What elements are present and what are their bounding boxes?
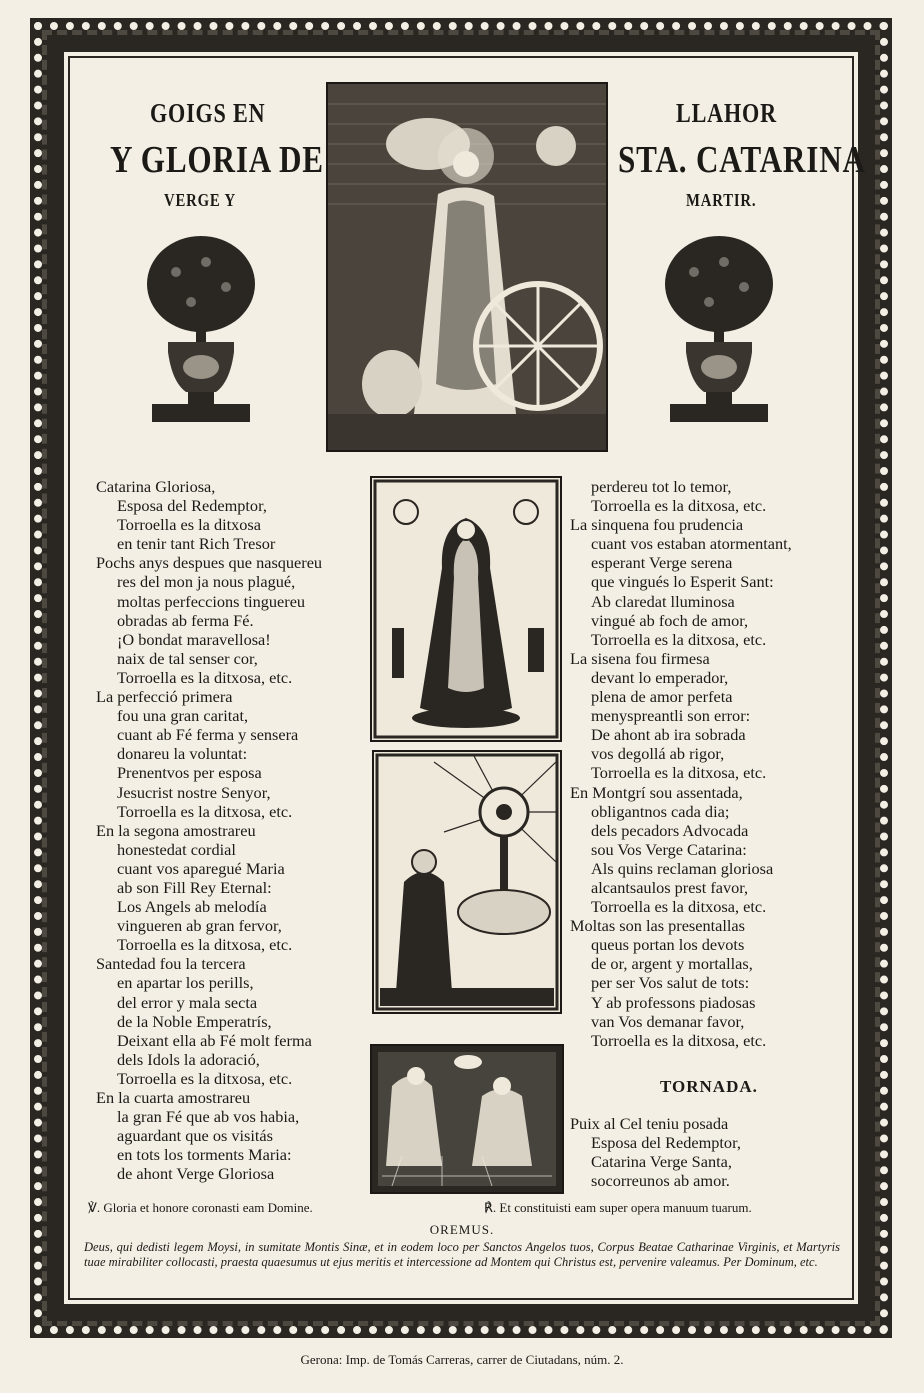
saint-catherine-image — [328, 84, 606, 450]
verse-line: ab son Fill Rey Eternal: — [117, 877, 272, 897]
verse-line: Y ab professons piadosas — [591, 992, 756, 1012]
verse-line: cuant ab Fé ferma y sensera — [117, 725, 299, 745]
verse-line: Deixant ella ab Fé molt ferma — [117, 1030, 312, 1050]
verse-line: Torroella es la ditxosa, etc. — [591, 897, 767, 917]
verse-line: ¡O bondat maravellosa! — [117, 629, 271, 649]
tornada-verses — [570, 1114, 741, 1190]
verse-line: dels pecadors Advocada — [591, 820, 749, 840]
annunciation-image — [372, 1046, 562, 1192]
verse-line: del error y mala secta — [117, 992, 258, 1012]
verse-line: La sinquena fou prudencia — [570, 515, 744, 535]
verse-line: donareu la voluntat: — [117, 744, 248, 764]
verse-line: sou Vos Verge Catarina: — [591, 839, 747, 859]
printer-imprint: Gerona: Imp. de Tomás Carreras, carrer de Ciutadans, núm. 2. — [300, 1352, 624, 1367]
verse-line: En Montgrí sou assentada, — [570, 782, 743, 802]
verse-line: per ser Vos salut de tots: — [591, 973, 750, 993]
verse-line: socorreunos ab amor. — [591, 1171, 730, 1191]
verse-line: Torroella es la ditxosa, etc. — [117, 667, 293, 687]
verse-line: en tenir tant Rich Tresor — [117, 534, 276, 554]
verse-line: Esposa del Redemptor, — [117, 496, 267, 516]
verse-line: obligantnos cada dia; — [591, 801, 730, 821]
verse-line: alcantsaulos prest favor, — [591, 877, 749, 897]
verse-line: Torroella es la ditxosa, etc. — [591, 496, 767, 516]
title-left-line2: Y GLORIA DE — [110, 139, 324, 181]
verse-line: res del mon ja nous plagué, — [117, 572, 296, 592]
verse-line: fou una gran caritat, — [117, 706, 249, 726]
verse-line: devant lo emperador, — [591, 667, 729, 687]
verse-line: cuant vos estaban atormentant, — [591, 534, 792, 554]
tree-urn-left-image — [146, 232, 256, 428]
verse-line: plena de amor perfeta — [591, 687, 733, 707]
verse-line: queus portan los devots — [591, 935, 745, 955]
verse-line: vingué ab foch de amor, — [591, 610, 749, 630]
title-left-line3: VERGE Y — [164, 190, 237, 210]
verse-line: de la Noble Emperatrís, — [117, 1011, 272, 1031]
verse-line: Als quins reclaman gloriosa — [591, 858, 774, 878]
verse-line: Catarina Gloriosa, — [96, 477, 216, 496]
tornada-heading: TORNADA. — [660, 1077, 758, 1096]
verse-line: Santedad fou la tercera — [96, 954, 246, 974]
verse-line: moltas perfeccions tinguereu — [117, 591, 306, 611]
oremus-title: OREMUS. — [429, 1222, 495, 1237]
goigs-sheet — [64, 52, 866, 1306]
verse-line: en apartar los perills, — [117, 973, 254, 993]
verse-line: Torroella es la ditxosa, etc. — [117, 1068, 293, 1088]
verses-right-column — [570, 477, 792, 1050]
verse-line: perdereu tot lo temor, — [591, 477, 732, 496]
verse-line: Prenentvos per esposa — [117, 763, 262, 783]
versicle: ℣. Gloria et honore coronasti eam Domine. — [88, 1200, 313, 1215]
verse-line: en tots los torments Maria: — [117, 1145, 292, 1165]
verse-line: Torroella es la ditxosa, etc. — [591, 629, 767, 649]
verse-line: En la cuarta amostrareu — [96, 1088, 251, 1107]
verse-line: esperant Verge serena — [591, 553, 733, 573]
monstrance-image — [374, 752, 560, 1012]
verse-line: Pochs anys despues que nasquereu — [96, 553, 323, 573]
verse-line: Torroella es la ditxosa, etc. — [117, 801, 293, 821]
response: ℟. Et constituisti eam super opera manuum tuarum. — [484, 1200, 752, 1215]
verse-line: La perfecció primera — [96, 687, 233, 707]
verse-line: que vingués lo Esperit Sant: — [591, 572, 774, 592]
saint-catherine-woodcut — [326, 82, 608, 452]
verse-line: cuant vos aparegué Maria — [117, 858, 285, 878]
tree-urn-left — [146, 232, 256, 428]
verse-line: naix de tal senser cor, — [117, 648, 258, 668]
verse-line: la gran Fé que ab vos habia, — [117, 1107, 300, 1127]
title-right-line3: MARTIR. — [686, 190, 757, 210]
verse-line: En la segona amostrareu — [96, 820, 256, 840]
verse-line: vos degollá ab rigor, — [591, 744, 725, 764]
virgin-image — [372, 478, 560, 740]
verse-line: vingueren ab gran fervor, — [117, 916, 282, 936]
verse-line: honestedat cordial — [117, 839, 236, 859]
verse-line: menyspreantli son error: — [591, 706, 751, 726]
verse-line: Torroella es la ditxosa, etc. — [591, 763, 767, 783]
verse-line: Jesucrist nostre Senyor, — [117, 782, 271, 802]
verse-line: Torroella es la ditxosa, etc. — [591, 1030, 767, 1050]
verse-line: Torroella es la ditxosa, etc. — [117, 935, 293, 955]
verse-line: de or, argent y mortallas, — [591, 954, 753, 974]
verse-line: De ahont ab ira sobrada — [591, 725, 746, 745]
verse-line: obradas ab ferma Fé. — [117, 610, 254, 630]
verse-line: Ab claredat lluminosa — [591, 591, 735, 611]
verse-line: aguardant que os visitás — [117, 1126, 273, 1146]
verse-line: Catarina Verge Santa, — [591, 1152, 732, 1172]
tree-urn-right-image — [664, 232, 774, 428]
verse-line: van Vos demanar favor, — [591, 1011, 745, 1031]
verse-line: Esposa del Redemptor, — [591, 1133, 741, 1153]
verses-left-column — [96, 477, 322, 1183]
title-left-line1: GOIGS EN — [150, 98, 266, 128]
title-right-line2: STA. CATARINA — [618, 139, 866, 181]
verse-line: dels Idols la adoració, — [117, 1049, 260, 1069]
oremus-prayer: Deus, qui dedisti legem Moysi, in sumitate Montis Sinæ, et in eodem loco per Sanctos Angelos tuos, Corpus Beatae Catharinae Virginis, et Martyris tuae mirabiliter collocasti, praesta quaesumus ut ejus meritis et intercessione ad Montem qui Christus est, pervenire valeamus. Per Dominum, etc. — [84, 1240, 840, 1269]
title-right-line1: LLAHOR — [676, 98, 777, 128]
monstrance-woodcut — [372, 750, 562, 1014]
verse-line: Moltas son las presentallas — [570, 916, 745, 936]
verse-line: de ahont Verge Gloriosa — [117, 1164, 275, 1184]
verse-line: Puix al Cel teniu posada — [570, 1114, 729, 1133]
virgin-woodcut — [370, 476, 562, 742]
verse-line: Torroella es la ditxosa — [117, 515, 261, 535]
verse-line: Los Angels ab melodía — [117, 897, 267, 917]
annunciation-woodcut — [370, 1044, 564, 1194]
verse-line: La sisena fou firmesa — [570, 648, 710, 668]
tree-urn-right — [664, 232, 774, 428]
